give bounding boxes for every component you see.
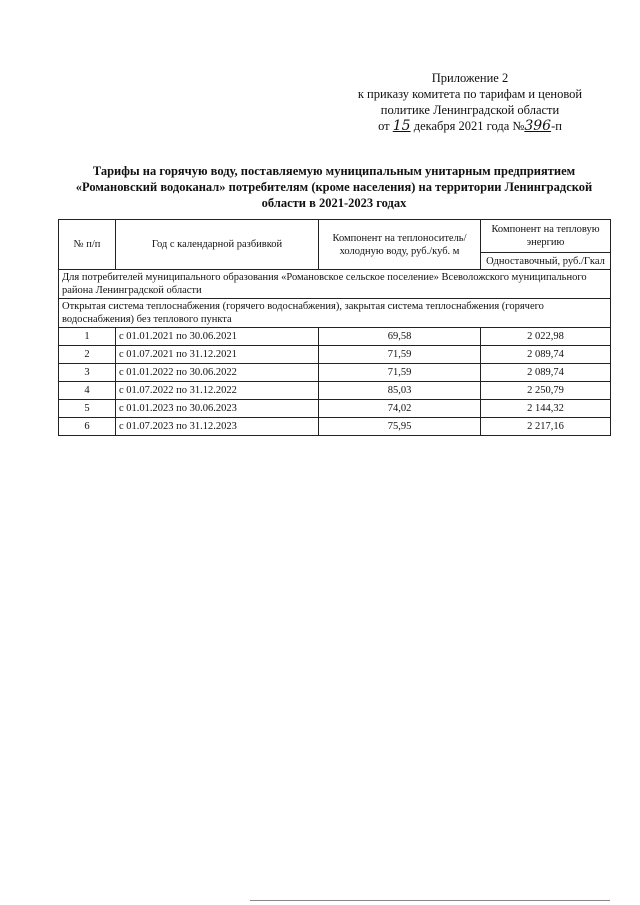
row-carrier-value: 74,02	[319, 400, 481, 418]
title-line-1: Тарифы на горячую воду, поставляемую муниципальным унитарным предприятием	[92, 164, 576, 178]
table-row	[59, 364, 611, 382]
header-thermal: Компонент на тепловую энергию	[481, 220, 611, 253]
row-thermal-value: 2 250,79	[481, 382, 611, 400]
table-row	[59, 328, 611, 346]
date-middle: декабря 2021 года №	[413, 119, 525, 133]
header-number: № п/п	[59, 220, 116, 270]
row-period: с 01.01.2021 по 30.06.2021	[116, 328, 319, 346]
header-carrier: Компонент на теплоноситель/ холодную воду, руб./куб. м	[319, 220, 481, 270]
appendix-block	[340, 70, 600, 134]
group-system-row: Открытая система теплоснабжения (горячего водоснабжения), закрытая система теплоснабжения (горячего водоснабжения) без теплового пункта	[59, 299, 611, 328]
row-carrier-value: 69,58	[319, 328, 481, 346]
tariff-table	[58, 219, 611, 436]
table-row	[59, 382, 611, 400]
header-thermal-sub: Одноставочный, руб./Гкал	[481, 253, 611, 270]
row-thermal-value: 2 022,98	[481, 328, 611, 346]
row-period: с 01.07.2023 по 31.12.2023	[116, 418, 319, 436]
row-carrier-value: 85,03	[319, 382, 481, 400]
date-prefix: от	[378, 119, 390, 133]
row-carrier-value: 71,59	[319, 364, 481, 382]
appendix-committee-line: политике Ленинградской области	[380, 103, 560, 117]
bottom-divider	[250, 900, 610, 901]
handwritten-day: 15	[392, 118, 411, 134]
row-number: 6	[59, 418, 116, 436]
handwritten-number: 396	[524, 118, 552, 134]
date-suffix: -п	[551, 119, 562, 133]
row-number: 2	[59, 346, 116, 364]
table-row	[59, 400, 611, 418]
row-number: 1	[59, 328, 116, 346]
table-row	[59, 346, 611, 364]
row-thermal-value: 2 089,74	[481, 364, 611, 382]
row-number: 3	[59, 364, 116, 382]
row-number: 5	[59, 400, 116, 418]
row-carrier-value: 75,95	[319, 418, 481, 436]
appendix-date-line	[340, 118, 600, 134]
group-consumers-row: Для потребителей муниципального образования «Романовское сельское поселение» Всеволожского муниципального района Ленинградской области	[59, 270, 611, 299]
row-period: с 01.01.2023 по 30.06.2023	[116, 400, 319, 418]
row-thermal-value: 2 089,74	[481, 346, 611, 364]
document-title	[60, 163, 608, 211]
appendix-title: Приложение 2	[431, 71, 509, 85]
row-thermal-value: 2 144,32	[481, 400, 611, 418]
appendix-order-line: к приказу комитета по тарифам и ценовой	[357, 87, 583, 101]
row-thermal-value: 2 217,16	[481, 418, 611, 436]
row-period: с 01.01.2022 по 30.06.2022	[116, 364, 319, 382]
table-row	[59, 418, 611, 436]
row-number: 4	[59, 382, 116, 400]
row-carrier-value: 71,59	[319, 346, 481, 364]
title-line-3: области в 2021-2023 годах	[261, 196, 407, 210]
header-period: Год с календарной разбивкой	[116, 220, 319, 270]
row-period: с 01.07.2021 по 31.12.2021	[116, 346, 319, 364]
row-period: с 01.07.2022 по 31.12.2022	[116, 382, 319, 400]
title-line-2: «Романовский водоканал» потребителям (кроме населения) на территории Ленинградской	[75, 180, 593, 194]
